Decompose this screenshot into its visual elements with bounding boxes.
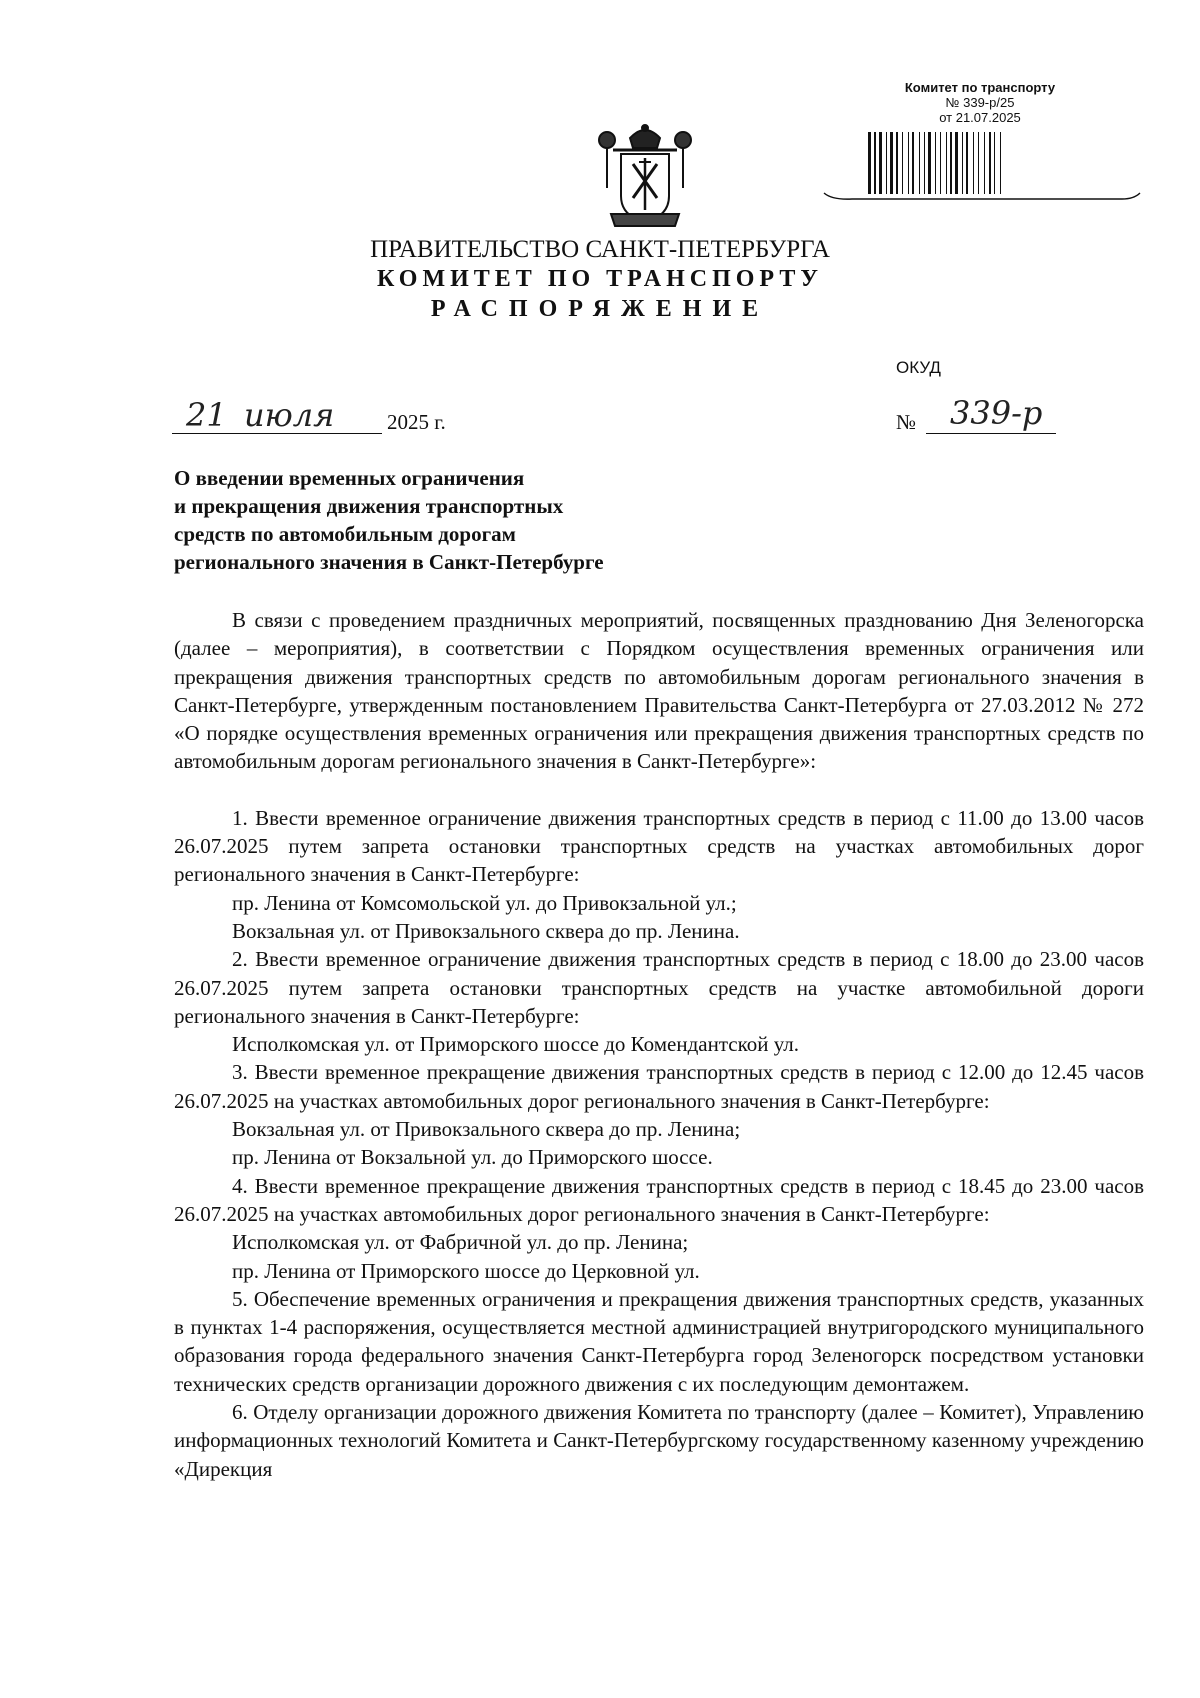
document-number — [896, 396, 1056, 436]
item-paragraph: Исполкомская ул. от Приморского шоссе до Комендантской ул. — [232, 1032, 800, 1057]
item-paragraph: 3. Ввести временное прекращение движения транспортных средств в период с 12.00 до 12.45 часов 26.07.2025 на участках автомобильных дорог регионального значения в Санкт-Петербурге: — [174, 1060, 1144, 1113]
document-body — [174, 606, 1144, 1483]
number-value: 339-р — [950, 394, 1043, 432]
document-type-heading: РАСПОРЯЖЕНИЕ — [430, 296, 770, 322]
barcode — [866, 132, 1072, 194]
date-year: 2025 г. — [387, 410, 446, 434]
stamp-baseline — [822, 191, 1142, 201]
title-line: и прекращения движения транспортных — [174, 494, 564, 518]
item-paragraph: Вокзальная ул. от Привокзального сквера до пр. Ленина. — [232, 918, 740, 943]
item-paragraph: 4. Ввести временное прекращение движения транспортных средств в период с 18.45 до 23.00 часов 26.07.2025 на участках автомобильных дорог регионального значения в Санкт-Петербурге: — [174, 1173, 1144, 1226]
document-date — [172, 396, 492, 436]
item-paragraph: Вокзальная ул. от Привокзального сквера до пр. Ленина; — [232, 1117, 741, 1142]
stamp-date: от 21.07.2025 — [939, 110, 1021, 125]
item-paragraph: 2. Ввести временное ограничение движения транспортных средств в период с 18.00 до 23.00 часов 26.07.2025 путем запрета остановки транспортных средств на участке автомобильной дороги регионального значения в Санкт-Петербурге: — [174, 947, 1144, 1028]
document-title — [174, 464, 734, 576]
date-underline — [172, 433, 382, 434]
committee-heading: КОМИТЕТ ПО ТРАНСПОРТУ — [377, 266, 823, 292]
preamble-paragraph: В связи с проведением праздничных мероприятий, посвященных празднованию Дня Зеленогорска (далее – мероприятия), в соответствии с Порядком осуществления временных ограничения или прекращения движения транспортных средств по автомобильным дорогам регионального значения в Санкт-Петербурге, утвержденным постановлением Правительства Санкт-Петербурга от 27.03.2012 № 272 «О порядке осуществления временных ограничения или прекращения движения транспортных средств по автомобильным дорогам регионального значения в Санкт-Петербурге»: — [174, 608, 1144, 774]
number-underline — [926, 433, 1056, 434]
item-paragraph: пр. Ленина от Комсомольской ул. до Привокзальной ул.; — [232, 890, 737, 915]
number-sign: № — [896, 410, 917, 434]
registration-stamp — [820, 80, 1140, 125]
title-line: средств по автомобильным дорогам — [174, 522, 516, 546]
okud-label: ОКУД — [896, 358, 941, 377]
title-line: О введении временных ограничения — [174, 466, 525, 490]
government-heading: ПРАВИТЕЛЬСТВО САНКТ-ПЕТЕРБУРГА — [370, 236, 830, 263]
item-paragraph: пр. Ленина от Вокзальной ул. до Приморского шоссе. — [232, 1145, 713, 1170]
coat-of-arms-icon — [595, 118, 695, 230]
title-line: регионального значения в Санкт-Петербурге — [174, 550, 604, 574]
item-paragraph: 1. Ввести временное ограничение движения транспортных средств в период с 11.00 до 13.00 часов 26.07.2025 путем запрета остановки транспортных средств на участках автомобильных дорог регионального значения в Санкт-Петербурге: — [174, 805, 1144, 887]
item-paragraph: 6. Отделу организации дорожного движения Комитета по транспорту (далее – Комитет), Управлению информационных технологий Комитета и Санкт-Петербургскому государственному казенному учреждению «Дирекция — [174, 1400, 1144, 1481]
date-month: июля — [244, 396, 335, 434]
stamp-number: № 339-р/25 — [945, 95, 1015, 110]
item-paragraph: Исполкомская ул. от Фабричной ул. до пр. Ленина; — [232, 1230, 689, 1255]
item-paragraph: пр. Ленина от Приморского шоссе до Церковной ул. — [232, 1258, 700, 1283]
stamp-org: Комитет по транспорту — [904, 80, 1056, 95]
item-paragraph: 5. Обеспечение временных ограничения и прекращения движения транспортных средств, указанных в пунктах 1-4 распоряжения, осуществляется местной администрацией внутригородского муниципального образования города федерального значения Санкт-Петербурга город Зеленогорск посредством установки технических средств организации дорожного движения с их последующим демонтажем. — [174, 1286, 1144, 1396]
date-day: 21 — [186, 396, 227, 434]
